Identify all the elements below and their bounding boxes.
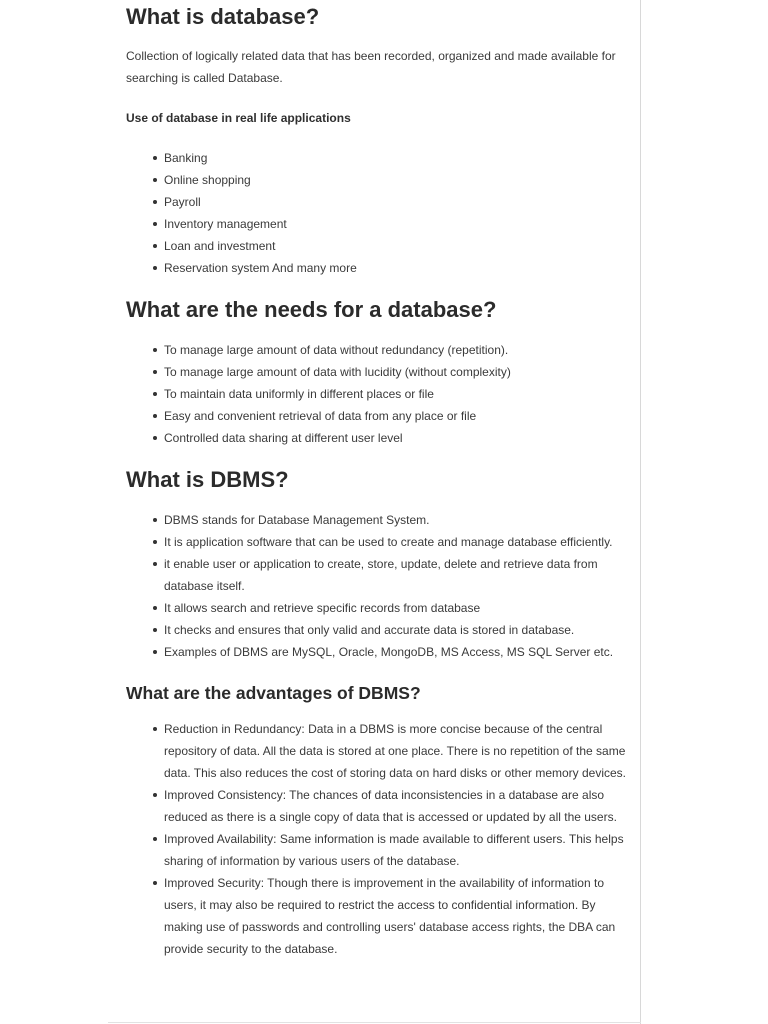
uses-list [126,147,626,279]
list-item: Loan and investment [126,235,626,257]
heading-what-is-database: What is database? [126,4,320,29]
list-item: Banking [126,147,626,169]
list-item: Reduction in Redundancy: Data in a DBMS is more concise because of the central repository of data. All the data is stored at one place. There is no repetition of the same data. This also reduces the cost of storing data on hard disks or other memory devices. [126,718,626,784]
list-item: To maintain data uniformly in different places or file [126,383,626,405]
list-item: Payroll [126,191,626,213]
list-item: Improved Security: Though there is improvement in the availability of information to users, it may also be required to restrict the access to confidential information. By making use of passwords and controlling users' database access rights, the DBA can provide security to the database. [126,872,626,960]
list-item: Improved Consistency: The chances of data inconsistencies in a database are also reduced as there is a single copy of data that is accessed or updated by all the users. [126,784,626,828]
list-item: DBMS stands for Database Management System. [126,509,626,531]
needs-list [126,339,626,449]
heading-advantages-of-dbms: What are the advantages of DBMS? [126,683,421,703]
list-item: Online shopping [126,169,626,191]
list-item: Inventory management [126,213,626,235]
heading-what-is-dbms: What is DBMS? [126,467,289,492]
list-item: It allows search and retrieve specific records from database [126,597,626,619]
list-item: It checks and ensures that only valid and accurate data is stored in database. [126,619,626,641]
database-definition: Collection of logically related data that has been recorded, organized and made available for searching is called Database. [126,49,616,85]
article-content [126,0,626,960]
list-item: To manage large amount of data without redundancy (repetition). [126,339,626,361]
list-item: Easy and convenient retrieval of data from any place or file [126,405,626,427]
list-item: It is application software that can be used to create and manage database efficiently. [126,531,626,553]
list-item: Controlled data sharing at different user level [126,427,626,449]
content-right-border [640,0,641,1024]
list-item: it enable user or application to create, store, update, delete and retrieve data from database itself. [126,553,626,597]
content-bottom-border [108,1022,641,1023]
list-item: Improved Availability: Same information is made available to different users. This helps sharing of information by various users of the database. [126,828,626,872]
list-item: Examples of DBMS are MySQL, Oracle, MongoDB, MS Access, MS SQL Server etc. [126,641,626,663]
advantages-list [126,718,626,960]
list-item: Reservation system And many more [126,257,626,279]
heading-needs-for-database: What are the needs for a database? [126,297,497,322]
dbms-list [126,509,626,663]
uses-subheading: Use of database in real life applications [126,111,351,125]
list-item: To manage large amount of data with lucidity (without complexity) [126,361,626,383]
